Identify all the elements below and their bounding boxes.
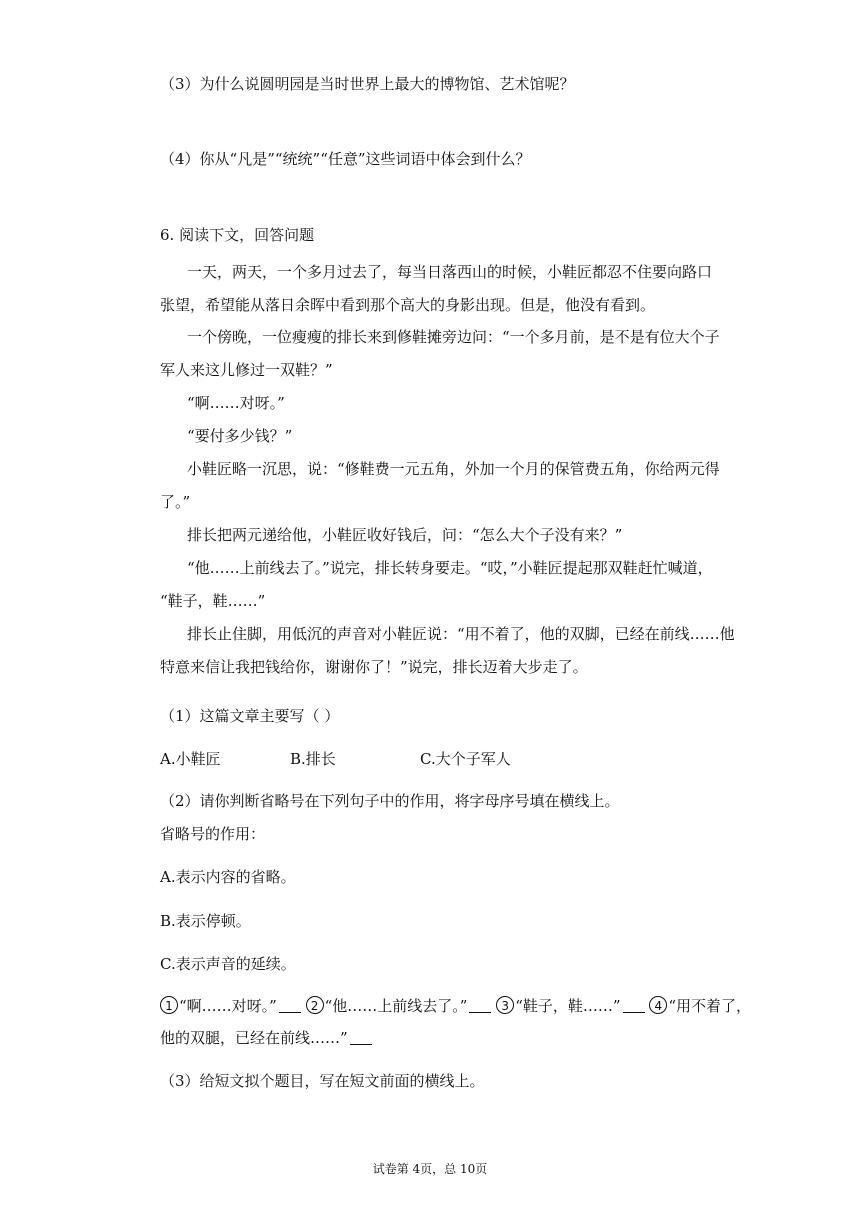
answer-blank-2[interactable] <box>469 998 491 1013</box>
item-text: “他……上前线去了。” <box>324 997 468 1015</box>
question-1-stem: （1）这篇文章主要写（ ） <box>160 707 340 725</box>
item-text: “啊……对呀。” <box>179 997 277 1015</box>
answer-blank-1[interactable] <box>279 998 301 1013</box>
passage-line: “啊……对呀。” <box>187 394 285 412</box>
circled-number: 4 <box>649 996 667 1014</box>
option-b[interactable]: B.排长 <box>290 750 336 768</box>
option-c[interactable]: C.大个子军人 <box>420 750 511 768</box>
option-a[interactable]: A.小鞋匠 <box>160 750 221 768</box>
choice-b: B.表示停顿。 <box>160 912 251 930</box>
item-text: 他的双腿，已经在前线……” <box>160 1029 348 1047</box>
item-text: “用不着了， <box>668 997 752 1015</box>
passage-line: “要付多少钱？” <box>187 427 293 445</box>
section-title: 6. 阅读下文，回答问题 <box>160 226 315 244</box>
passage-line: 军人来这儿修过一双鞋？” <box>160 361 333 379</box>
page-footer: 试卷第 4页，总 10页 <box>372 1162 488 1176</box>
question-2-label: 省略号的作用： <box>160 825 266 843</box>
passage-line: 张望，希望能从落日余晖中看到那个高大的身影出现。但是，他没有看到。 <box>160 296 656 314</box>
question-4-previous: （4）你从“凡是”“统统”“任意”这些词语中体会到什么？ <box>160 150 531 168</box>
item-text: “鞋子，鞋……” <box>515 997 621 1015</box>
passage-line: 特意来信让我把钱给你，谢谢你了！”说完，排长迈着大步走了。 <box>160 658 588 676</box>
question-2-items-continued <box>160 1027 372 1049</box>
answer-blank-3[interactable] <box>623 998 645 1013</box>
question-2-stem: （2）请你判断省略号在下列句子中的作用，将字母序号填在横线上。 <box>160 792 620 810</box>
choice-c: C.表示声音的延续。 <box>160 955 296 973</box>
circled-number: 1 <box>160 996 178 1014</box>
answer-blank-4[interactable] <box>350 1030 372 1045</box>
passage-line: 排长把两元递给他，小鞋匠收好钱后，问：“怎么大个子没有来？” <box>187 526 623 544</box>
passage-line: 小鞋匠略一沉思，说：“修鞋费一元五角，外加一个月的保管费五角，你给两元得 <box>187 460 720 478</box>
passage-line: “他……上前线去了。”说完，排长转身要走。“哎，”小鞋匠提起那双鞋赶忙喊道， <box>187 559 713 577</box>
passage-line: “鞋子，鞋……” <box>160 592 266 610</box>
passage-line: 一天，两天，一个多月过去了，每当日落西山的时候，小鞋匠都忍不住要向路口 <box>187 263 713 281</box>
circled-number: 2 <box>306 996 324 1014</box>
passage-line: 排长止住脚，用低沉的声音对小鞋匠说：“用不着了，他的双脚，已经在前线……他 <box>187 625 735 643</box>
question-3-stem: （3）给短文拟个题目，写在短文前面的横线上。 <box>160 1072 485 1090</box>
circled-number: 3 <box>496 996 514 1014</box>
question-2-items <box>160 995 751 1017</box>
passage-line: 了。” <box>160 493 191 511</box>
question-3-previous: （3）为什么说圆明园是当时世界上最大的博物馆、艺术馆呢？ <box>160 75 575 93</box>
passage-line: 一个傍晚，一位瘦瘦的排长来到修鞋摊旁边问：“一个多月前，是不是有位大个子 <box>187 328 720 346</box>
choice-a: A.表示内容的省略。 <box>160 868 296 886</box>
